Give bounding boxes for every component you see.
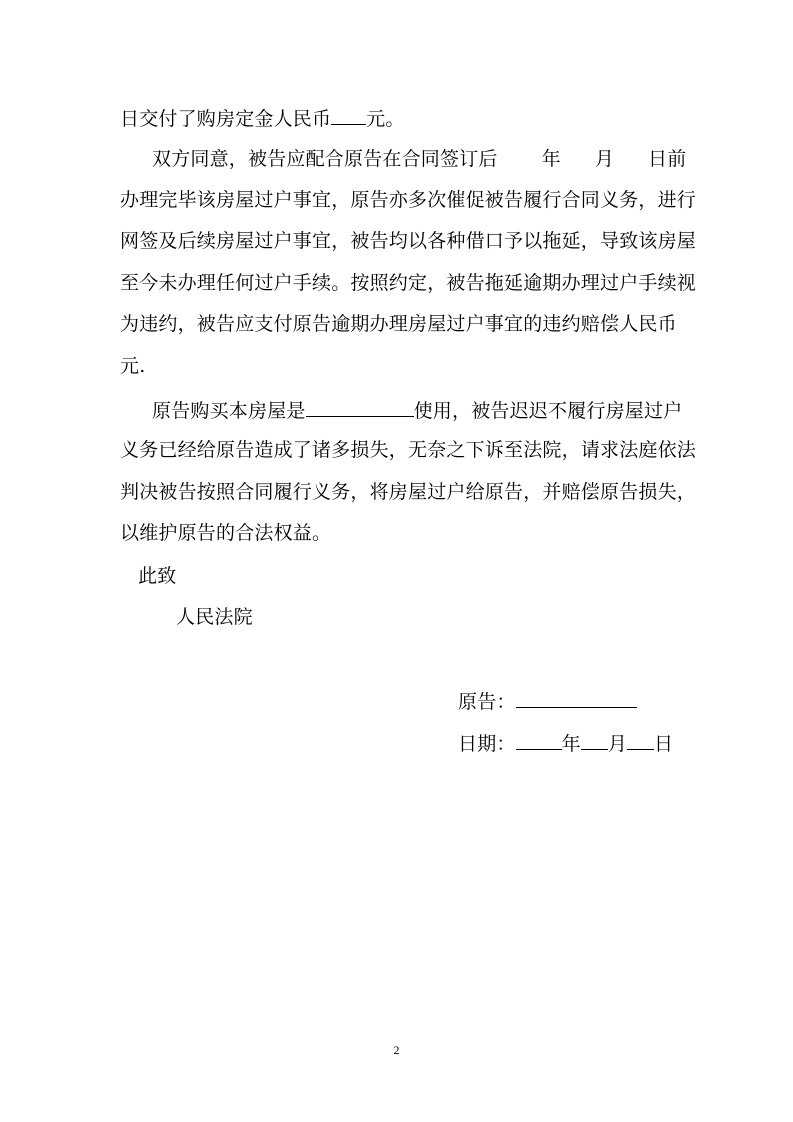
deposit-line [120,105,405,131]
claim-line-4: 以维护原告的合法权益。 [120,522,332,544]
claim-line-3: 判决被告按照合同履行义务，将房屋过户给原告，并赔偿原告损失， [120,481,697,503]
agreement-year: 年 [541,148,561,170]
deposit-amount-blank [331,105,366,125]
date-label: 日期： [458,733,516,755]
court-addressee: 人民法院 [176,606,253,628]
date-day: 日 [654,733,674,755]
agreement-line-5: 为违约，被告应支付原告逾期办理房屋过户事宜的违约赔偿人民币 [120,313,677,335]
agreement-line-6: 元. [120,355,146,377]
day-blank [627,730,654,750]
date-line [458,730,673,756]
month-blank [581,730,608,750]
page-number: 2 [393,1043,400,1057]
deposit-text: 日交付了购房定金人民币 [120,108,332,130]
plaintiff-label: 原告： [458,691,516,713]
plaintiff-signature-line [458,688,637,714]
agreement-line-4: 至今未办理任何过户手续。按照约定，被告拖延逾期办理过户手续视 [120,272,697,294]
plaintiff-name-blank [516,688,637,708]
deposit-unit: 元。 [366,108,405,130]
date-year: 年 [561,733,581,755]
agreement-line-2: 办理完毕该房屋过户事宜，原告亦多次催促被告履行合同义务，进行 [120,189,697,211]
usage-blank [306,397,414,417]
year-blank [516,730,562,750]
claim-text: 原告购买本房屋是 [152,400,306,422]
claim-line-2: 义务已经给原告造成了诸多损失，无奈之下诉至法院，请求法庭依法 [120,439,697,461]
agreement-month: 月 [594,148,615,170]
agreement-line-1 [152,147,686,171]
date-month: 月 [607,733,628,755]
salutation: 此致 [138,565,177,587]
agreement-line-3: 网签及后续房屋过户事宜，被告均以各种借口予以拖延，导致该房屋 [120,230,697,252]
agreement-text: 双方同意，被告应配合原告在合同签订后 [152,148,498,170]
claim-line-1 [152,397,682,423]
agreement-day: 日前 [648,148,687,170]
claim-text-continued: 使用，被告迟迟不履行房屋过户 [413,400,683,422]
